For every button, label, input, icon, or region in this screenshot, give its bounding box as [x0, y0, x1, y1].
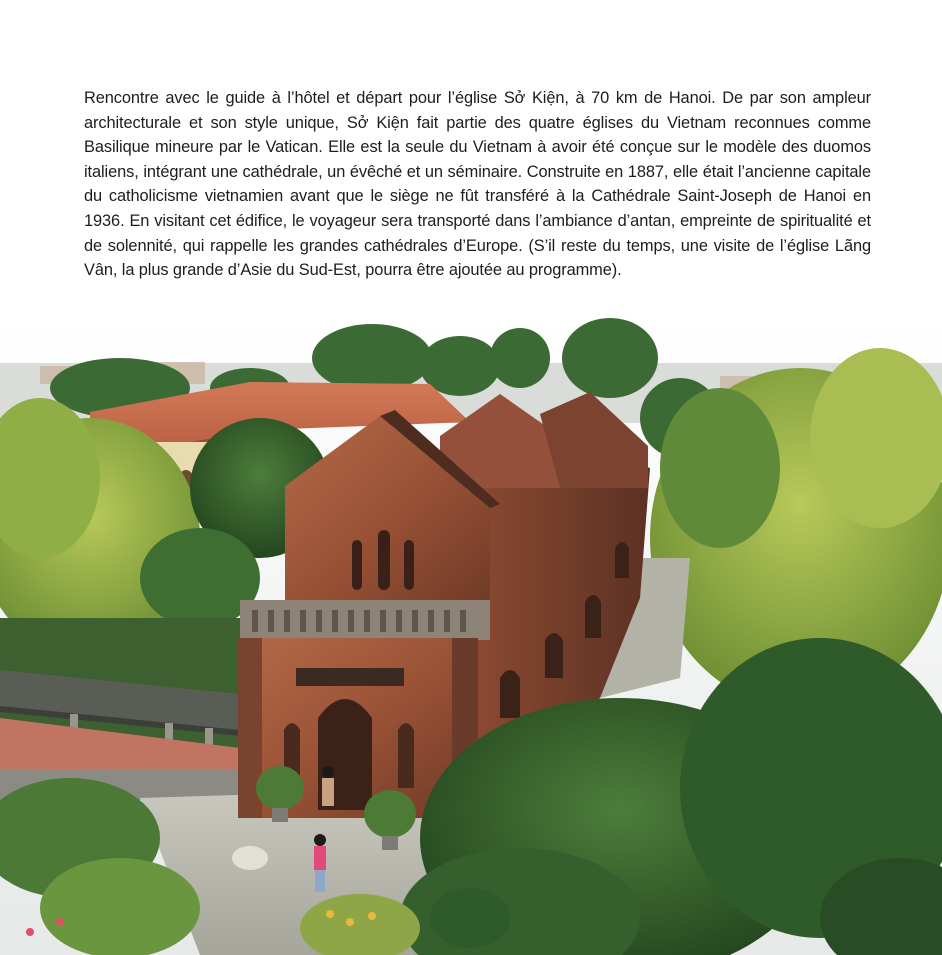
church-illustration — [0, 318, 942, 955]
church-photo — [0, 318, 942, 955]
intro-paragraph: Rencontre avec le guide à l’hôtel et départ pour l’église Sở Kiện, à 70 km de Hanoi. De par son ampleur architecturale et son style unique, Sở Kiện fait partie des quatre églises du Vietnam reconnues comme Basilique mineure par le Vatican. Elle est la seule du Vietnam à avoir été conçue sur le modèle des duomos italiens, intégrant une cathédrale, un évêché et un séminaire. Construite en 1887, elle était l’ancienne capitale du catholicisme vietnamien avant que le siège ne fût transféré à la Cathédrale Saint-Joseph de Hanoi en 1936. En visitant cet édifice, le voyageur sera transporté dans l’ambiance d’antan, empreinte de spiritualité et de solennité, qui rappelle les grandes cathédrales d’Europe. (S’il reste du temps, une visite de l’église Lãng Vân, la plus grande d’Asie du Sud-Est, pourra être ajoutée au programme). — [84, 89, 871, 280]
